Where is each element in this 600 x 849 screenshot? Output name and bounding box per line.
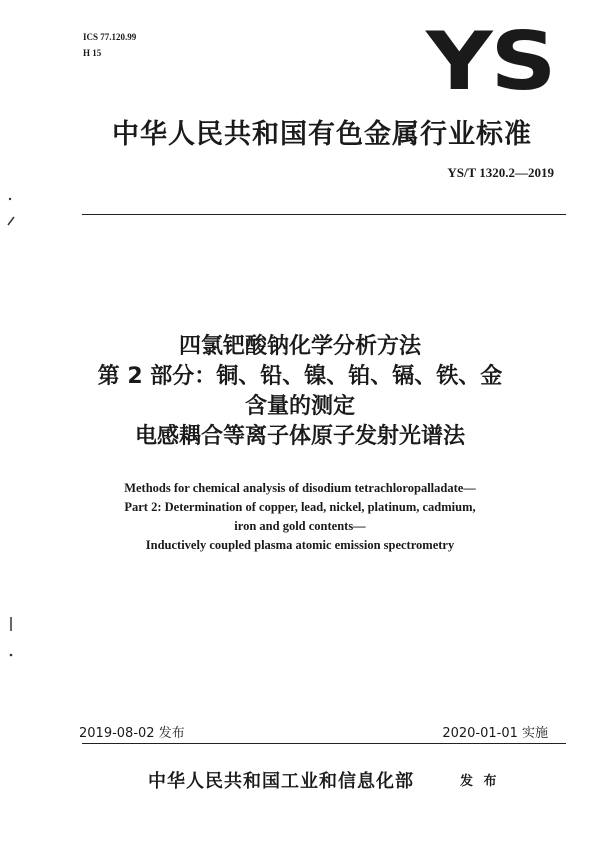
publish-date: 2019-08-02 发布 — [79, 726, 185, 741]
chinese-title-line-4: 电感耦合等离子体原子发射光谱法 — [134, 424, 465, 449]
chinese-title-line-2: 第 2 部分：铜、铅、镍、铂、镉、铁、金 — [97, 364, 503, 389]
chinese-title-line-1: 四氯钯酸钠化学分析方法 — [178, 334, 421, 359]
ys-logo: YS — [426, 15, 555, 108]
implementation-date: 2020-01-01 实施 — [442, 726, 548, 741]
bottom-divider — [82, 743, 566, 744]
english-title-line-4: Inductively coupled plasma atomic emission spectrometry — [145, 538, 455, 552]
standard-category-title: 中华人民共和国有色金属行业标准 — [112, 119, 532, 150]
issue-label: 发 布 — [460, 774, 500, 789]
top-divider — [82, 214, 566, 215]
standard-number: YS/T 1320.2—2019 — [447, 165, 554, 180]
chinese-title-line-3: 含量的测定 — [244, 394, 355, 419]
chinese-title — [70, 332, 530, 452]
scan-mark — [4, 615, 18, 660]
english-title-line-1: Methods for chemical analysis of disodium tetrachloropalladate— — [124, 481, 476, 495]
classification-block — [83, 29, 136, 61]
issuing-authority: 中华人民共和国工业和信息化部 — [148, 771, 414, 792]
ccs-code: H 15 — [83, 48, 102, 58]
english-title — [70, 479, 530, 555]
ics-code: ICS 77.120.99 — [83, 32, 137, 42]
scan-mark — [4, 195, 18, 235]
english-title-line-2: Part 2: Determination of copper, lead, nickel, platinum, cadmium, — [124, 500, 476, 514]
english-title-line-3: iron and gold contents— — [234, 519, 366, 533]
